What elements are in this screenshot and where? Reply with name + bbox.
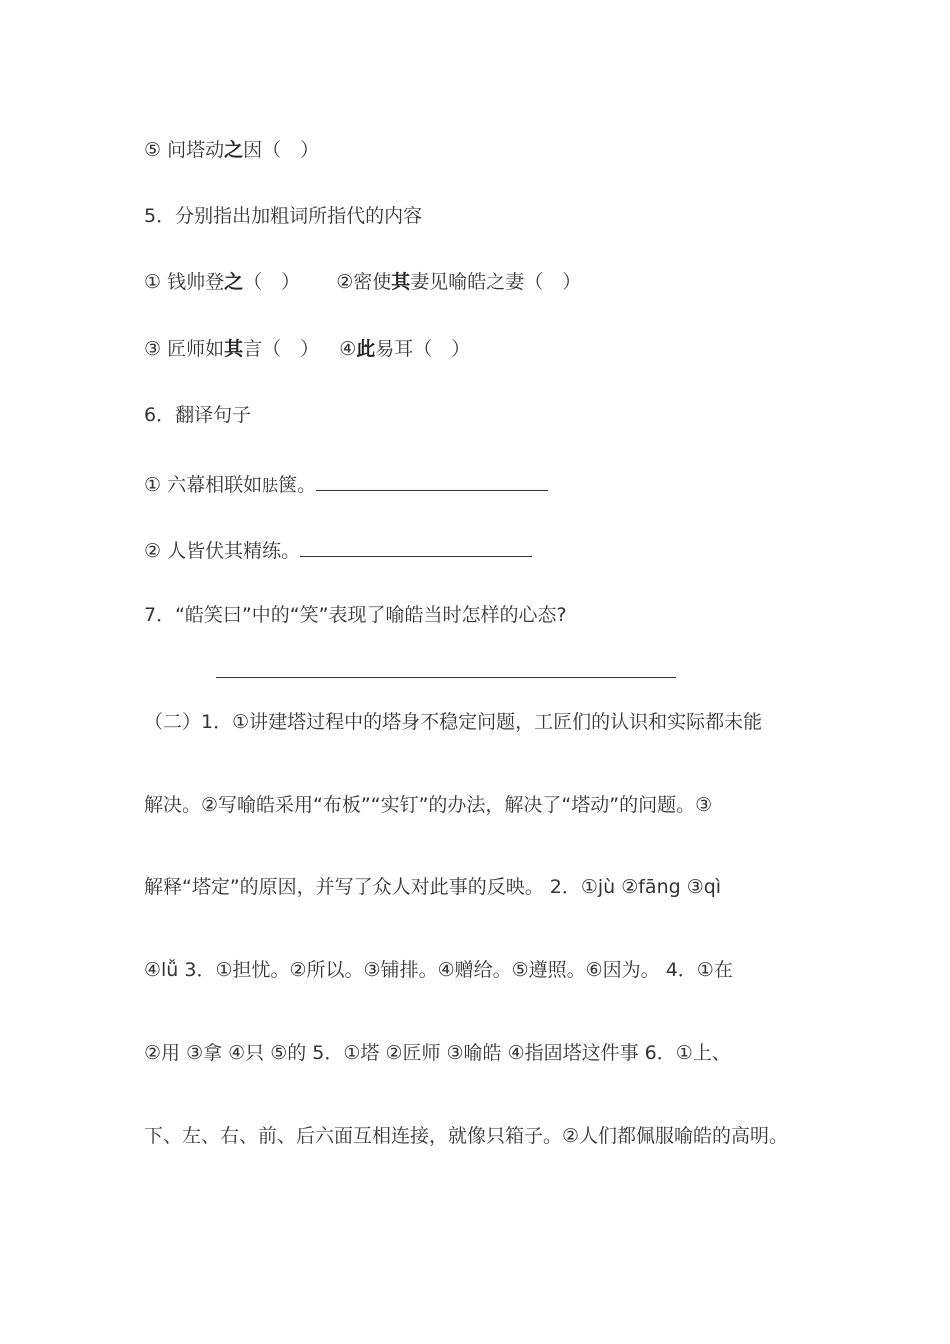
answer-line-5: ②用 ③拿 ④只 ⑤的 5．①塔 ②匠师 ③喻皓 ④指固塔这件事 6．①上、 (144, 1042, 731, 1064)
question-5-line-2: ③ 匠师如其言（ ） ④此易耳（ ） (144, 338, 471, 360)
bold-word: 此 (356, 338, 376, 360)
answer-line-4: ④lǚ 3．①担忧。②所以。③铺排。④赠给。⑤遵照。⑥因为。 4．①在 (144, 959, 733, 981)
question-5-line-1: ① 钱帅登之（ ） ②密使其妻见喻皓之妻（ ） (144, 271, 582, 293)
bold-word: 其 (391, 271, 411, 293)
answer-line-6: 下、左、右、前、后六面互相连接，就像只箱子。②人们都佩服喻皓的高明。 (144, 1125, 789, 1147)
question-4-item-5: ⑤ 问塔动之因（ ） (144, 139, 320, 161)
answer-line-2: 解决。②写喻皓采用“布板”“实钉”的办法，解决了“塔动”的问题。③ (144, 794, 713, 816)
question-6-sentence-2: ② 人皆伏其精练。 (144, 536, 532, 565)
answer-line-3: 解释“塔定”的原因，并写了众人对此事的反映。 2．①jù ②fāng ③qì (144, 876, 722, 898)
question-5-title: 5．分别指出加粗词所指代的内容 (144, 205, 423, 227)
question-6-title: 6．翻译句子 (144, 404, 252, 426)
bold-word: 其 (224, 338, 244, 360)
question-7-title: 7．“皓笑曰”中的“笑”表现了喻皓当时怎样的心态? (144, 604, 567, 626)
question-7-answer-line[interactable] (216, 677, 676, 678)
answer-blank[interactable] (316, 470, 548, 491)
answer-blank[interactable] (300, 536, 532, 557)
bold-word: 之 (224, 271, 244, 293)
answer-line-1: （二）1．①讲建塔过程中的塔身不稳定问题，工匠们的认识和实际都未能 (144, 711, 763, 733)
question-6-sentence-1: ① 六幕相联如胠箧。 (144, 470, 548, 500)
bold-word: 之 (224, 139, 244, 161)
